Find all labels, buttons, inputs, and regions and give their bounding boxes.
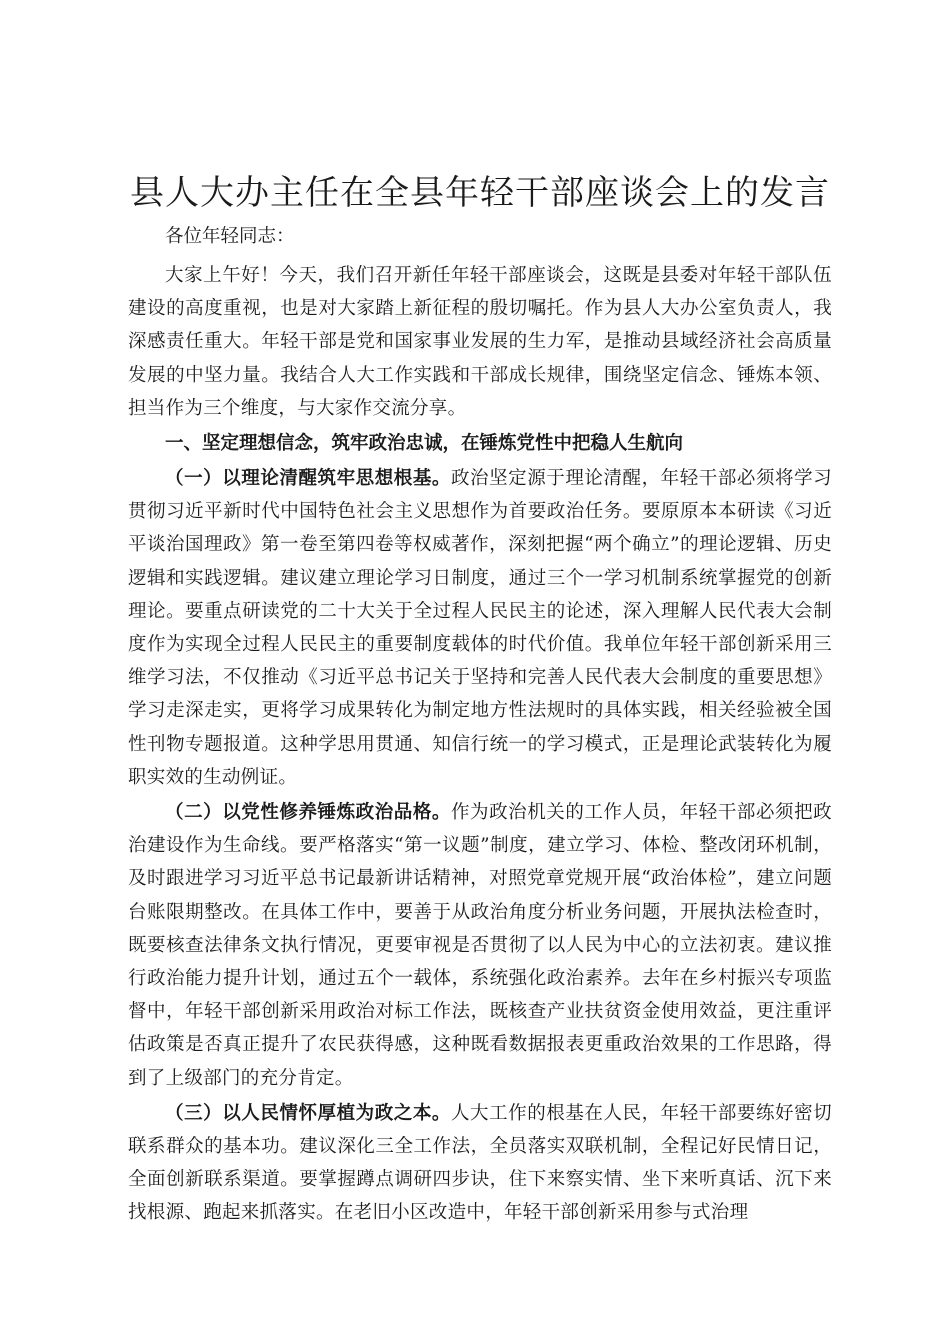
document-title: 县人大办主任在全县年轻干部座谈会上的发言 (130, 173, 830, 213)
document-page (128, 170, 832, 1232)
subsection-2-lead: （二）以党性修养锤炼政治品格。 (165, 802, 451, 824)
subsection-1-lead: （一）以理论清醒筑牢思想根基。 (165, 468, 451, 490)
subsection-1-body: 政治坚定源于理论清醒，年轻干部必须将学习贯彻习近平新时代中国特色社会主义思想作为首要政治任务。要原原本本研读《习近平谈治国理政》第一卷至第四卷等权威著作，深刻把握“两个确立”的理论逻辑、历史逻辑和实践逻辑。建议建立理论学习日制度，通过三个一学习机制系统掌握党的创新理论。要重点研读党的二十大关于全过程人民民主的论述，深入理解人民代表大会制度作为实现全过程人民民主的重要制度载体的时代价值。我单位年轻干部创新采用三维学习法，不仅推动《习近平总书记关于坚持和完善人民代表大会制度的重要思想》学习走深走实，更将学习成果转化为制定地方性法规时的具体实践，相关经验被全国性刊物专题报道。这种学思用贯通、知信行统一的学习模式，正是理论武装转化为履职实效的生动例证。 (128, 468, 832, 788)
subsection-1-paragraph (128, 462, 832, 794)
subsection-3-body: 人大工作的根基在人民，年轻干部要练好密切联系群众的基本功。建议深化三全工作法，全员落实双联机制，全程记好民情日记，全面创新联系渠道。要掌握蹲点调研四步诀，住下来察实情、坐下来听真话、沉下来找根源、跑起来抓落实。在老旧小区改造中，年轻干部创新采用参与式治理 (128, 1102, 832, 1224)
subsection-2-paragraph (128, 796, 832, 1095)
subsection-3-lead: （三）以人民情怀厚植为政之本。 (165, 1102, 451, 1124)
section-1-heading: 一、坚定理想信念，筑牢政治忠诚，在锤炼党性中把稳人生航向 (165, 433, 684, 455)
intro-paragraph: 大家上午好！今天，我们召开新任年轻干部座谈会，这既是县委对年轻干部队伍建设的高度重视，也是对大家踏上新征程的殷切嘱托。作为县人大办公室负责人，我深感责任重大。年轻干部是党和国家事业发展的生力军，是推动县域经济社会高质量发展的中坚力量。我结合人大工作实践和干部成长规律，围绕坚定信念、锤炼本领、担当作为三个维度，与大家作交流分享。 (128, 265, 832, 419)
subsection-3-paragraph (128, 1097, 832, 1230)
salutation: 各位年轻同志： (165, 226, 295, 247)
subsection-2-body: 作为政治机关的工作人员，年轻干部必须把政治建设作为生命线。要严格落实“第一议题”制度，建立学习、体检、整改闭环机制，及时跟进学习习近平总书记最新讲话精神，对照党章党规开展“政治体检”，建立问题台账限期整改。在具体工作中，要善于从政治角度分析业务问题，开展执法检查时，既要核查法律条文执行情况，更要审视是否贯彻了以人民为中心的立法初衷。建议推行政治能力提升计划，通过五个一载体，系统强化政治素养。去年在乡村振兴专项监督中，年轻干部创新采用政治对标工作法，既核查产业扶贫资金使用效益，更注重评估政策是否真正提升了农民获得感，这种既看数据报表更重政治效果的工作思路，得到了上级部门的充分肯定。 (128, 802, 832, 1089)
